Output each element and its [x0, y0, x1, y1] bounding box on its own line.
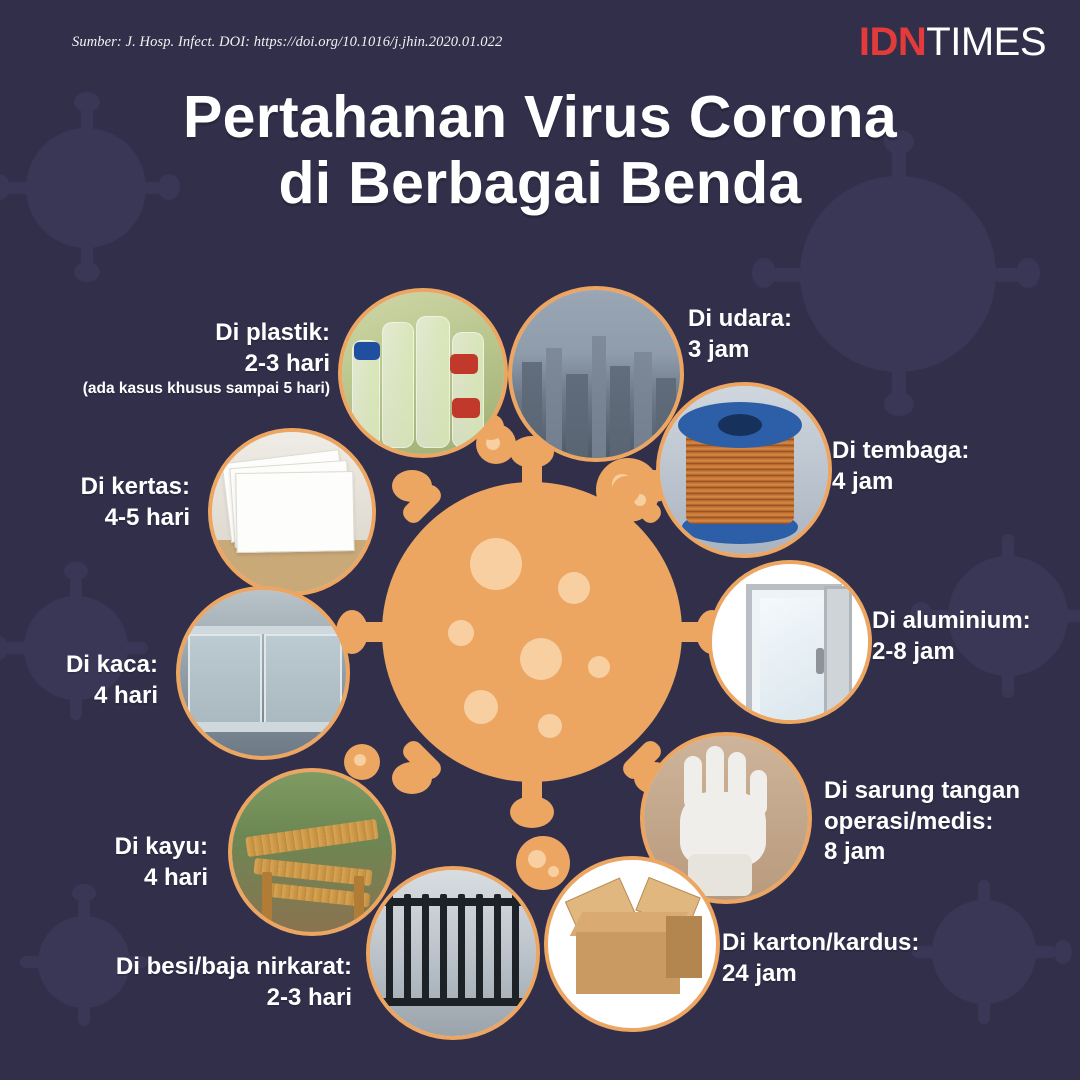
bubble-aluminium-image [708, 560, 872, 724]
label-kayu-title: Di kayu: [114, 833, 208, 860]
label-udara-title: Di udara: [688, 305, 793, 332]
label-besi-value: 2-3 hari [266, 983, 352, 1011]
logo-suffix: TIMES [926, 20, 1046, 64]
aluminium-door-photo [712, 564, 868, 720]
label-aluminium-title: Di aluminium: [872, 607, 1031, 634]
glass-panel-photo [180, 590, 346, 756]
page-title [0, 84, 1080, 216]
plastic-bottles-photo [342, 292, 504, 454]
title-line-2: di Berbagai Benda [278, 150, 802, 217]
bubble-kaca-image [176, 586, 350, 760]
source-citation: Sumber: J. Hosp. Infect. DOI: https://doi.org/10.1016/j.jhin.2020.01.022 [72, 34, 503, 50]
label-tembaga [832, 436, 969, 497]
copper-wire-spool-photo [660, 386, 828, 554]
bubble-besi-image [366, 866, 540, 1040]
label-kertas [10, 472, 190, 533]
paper-stack-photo [212, 432, 372, 592]
label-tembaga-value: 4 jam [832, 467, 894, 495]
label-tembaga-title: Di tembaga: [832, 437, 970, 464]
label-kayu [12, 832, 208, 893]
wooden-furniture-photo [232, 772, 392, 932]
label-udara [688, 304, 792, 365]
label-kayu-value: 4 hari [143, 863, 208, 891]
label-kaca [6, 650, 158, 711]
virus-particle-small [612, 476, 640, 504]
title-line-1: Pertahanan Virus Corona [182, 84, 897, 150]
label-plastik-title: Di plastik: [215, 319, 330, 346]
bubble-udara-image [508, 286, 684, 462]
label-plastik-note: (ada kasus khusus sampai 5 hari) [82, 380, 330, 398]
hazy-city-skyline-photo [512, 290, 680, 458]
label-sarung-tangan-value: 8 jam [824, 838, 886, 866]
label-kaca-value: 4 hari [93, 681, 158, 709]
label-plastik-value: 2-3 hari [244, 349, 330, 377]
label-karton-value: 24 jam [722, 959, 797, 987]
bubble-karton-image [544, 856, 720, 1032]
label-aluminium-value: 2-8 jam [872, 637, 955, 665]
bubble-kertas-image [208, 428, 376, 596]
idn-times-logo [859, 20, 1046, 65]
label-karton [722, 928, 919, 989]
label-kaca-title: Di kaca: [65, 651, 158, 678]
label-sarung-tangan-title-2: operasi/medis: [824, 807, 994, 835]
logo-brand: IDN [858, 20, 927, 64]
bubble-tembaga-image [656, 382, 832, 558]
label-sarung-tangan [824, 776, 1020, 868]
label-karton-title: Di karton/kardus: [722, 929, 920, 956]
label-besi [36, 952, 352, 1013]
label-kertas-title: Di kertas: [80, 473, 190, 500]
virus-body [382, 482, 682, 782]
label-udara-value: 3 jam [688, 335, 750, 363]
label-besi-title: Di besi/baja nirkarat: [115, 953, 352, 980]
background-virus-decoration [932, 900, 1036, 1004]
label-sarung-tangan-title: Di sarung tangan [824, 777, 1021, 804]
label-plastik [46, 318, 330, 399]
steel-fence-photo [370, 870, 536, 1036]
label-aluminium [872, 606, 1031, 667]
cardboard-box-photo [548, 860, 716, 1028]
label-kertas-value: 4-5 hari [104, 503, 190, 531]
